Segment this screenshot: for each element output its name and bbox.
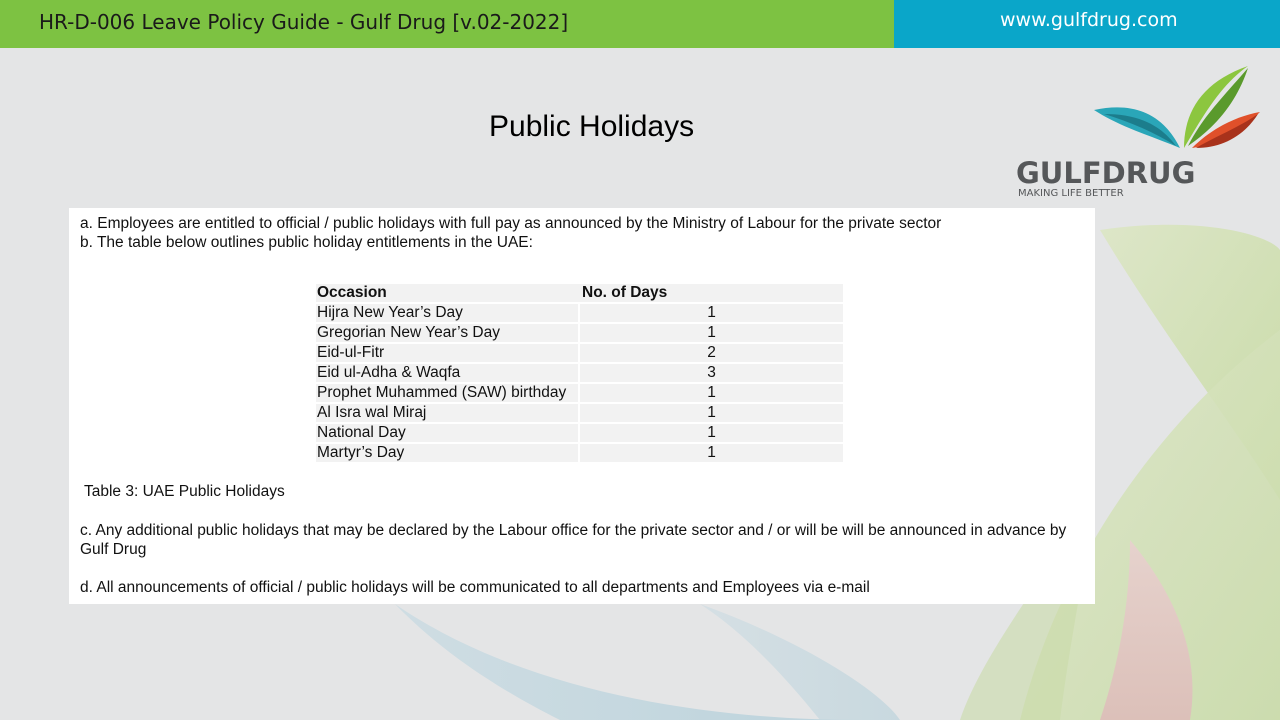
occasion-cell: Eid-ul-Fitr	[316, 344, 580, 362]
days-cell: 1	[580, 324, 843, 342]
website-link[interactable]: www.gulfdrug.com	[1000, 9, 1178, 31]
table-row	[316, 324, 843, 342]
leaf-logo-icon	[1092, 62, 1264, 152]
occasion-cell: Hijra New Year’s Day	[316, 304, 580, 322]
table-row	[316, 364, 843, 382]
page-title: Public Holidays	[489, 110, 695, 143]
holidays-table	[316, 282, 843, 464]
days-cell: 1	[580, 444, 843, 462]
table-row	[316, 404, 843, 422]
days-cell: 3	[580, 364, 843, 382]
paragraph-c: c. Any additional public holidays that may be declared by the Labour office for the private sector and / or will be will be announced in advance by Gulf Drug	[80, 522, 1067, 558]
paragraph-d: d. All announcements of official / public holidays will be communicated to all departments and Employees via e-mail	[80, 579, 870, 596]
logo-wordmark: GULFDRUG	[1016, 156, 1196, 190]
table-row	[316, 424, 843, 442]
header-occasion: Occasion	[316, 284, 580, 302]
days-cell: 1	[580, 384, 843, 402]
table-row	[316, 304, 843, 322]
days-cell: 1	[580, 404, 843, 422]
logo-tagline: MAKING LIFE BETTER	[1018, 188, 1124, 199]
days-cell: 1	[580, 424, 843, 442]
occasion-cell: Martyr’s Day	[316, 444, 580, 462]
table-header-row	[316, 284, 843, 302]
document-title: HR-D-006 Leave Policy Guide - Gulf Drug [v.02-2022]	[39, 10, 569, 34]
days-cell: 2	[580, 344, 843, 362]
table-row	[316, 384, 843, 402]
table-caption: Table 3: UAE Public Holidays	[84, 483, 285, 500]
days-cell: 1	[580, 304, 843, 322]
table-row	[316, 444, 843, 462]
gulfdrug-logo	[1016, 62, 1266, 202]
header-days: No. of Days	[580, 284, 843, 302]
table-row	[316, 344, 843, 362]
paragraph-a: a. Employees are entitled to official / public holidays with full pay as announced by the Ministry of Labour for the private sector	[80, 215, 942, 232]
occasion-cell: Al Isra wal Miraj	[316, 404, 580, 422]
occasion-cell: Eid ul-Adha & Waqfa	[316, 364, 580, 382]
occasion-cell: Gregorian New Year’s Day	[316, 324, 580, 342]
content-panel	[69, 208, 1095, 604]
paragraph-b: b. The table below outlines public holiday entitlements in the UAE:	[80, 234, 533, 251]
occasion-cell: Prophet Muhammed (SAW) birthday	[316, 384, 580, 402]
header-bar	[0, 0, 1280, 48]
occasion-cell: National Day	[316, 424, 580, 442]
